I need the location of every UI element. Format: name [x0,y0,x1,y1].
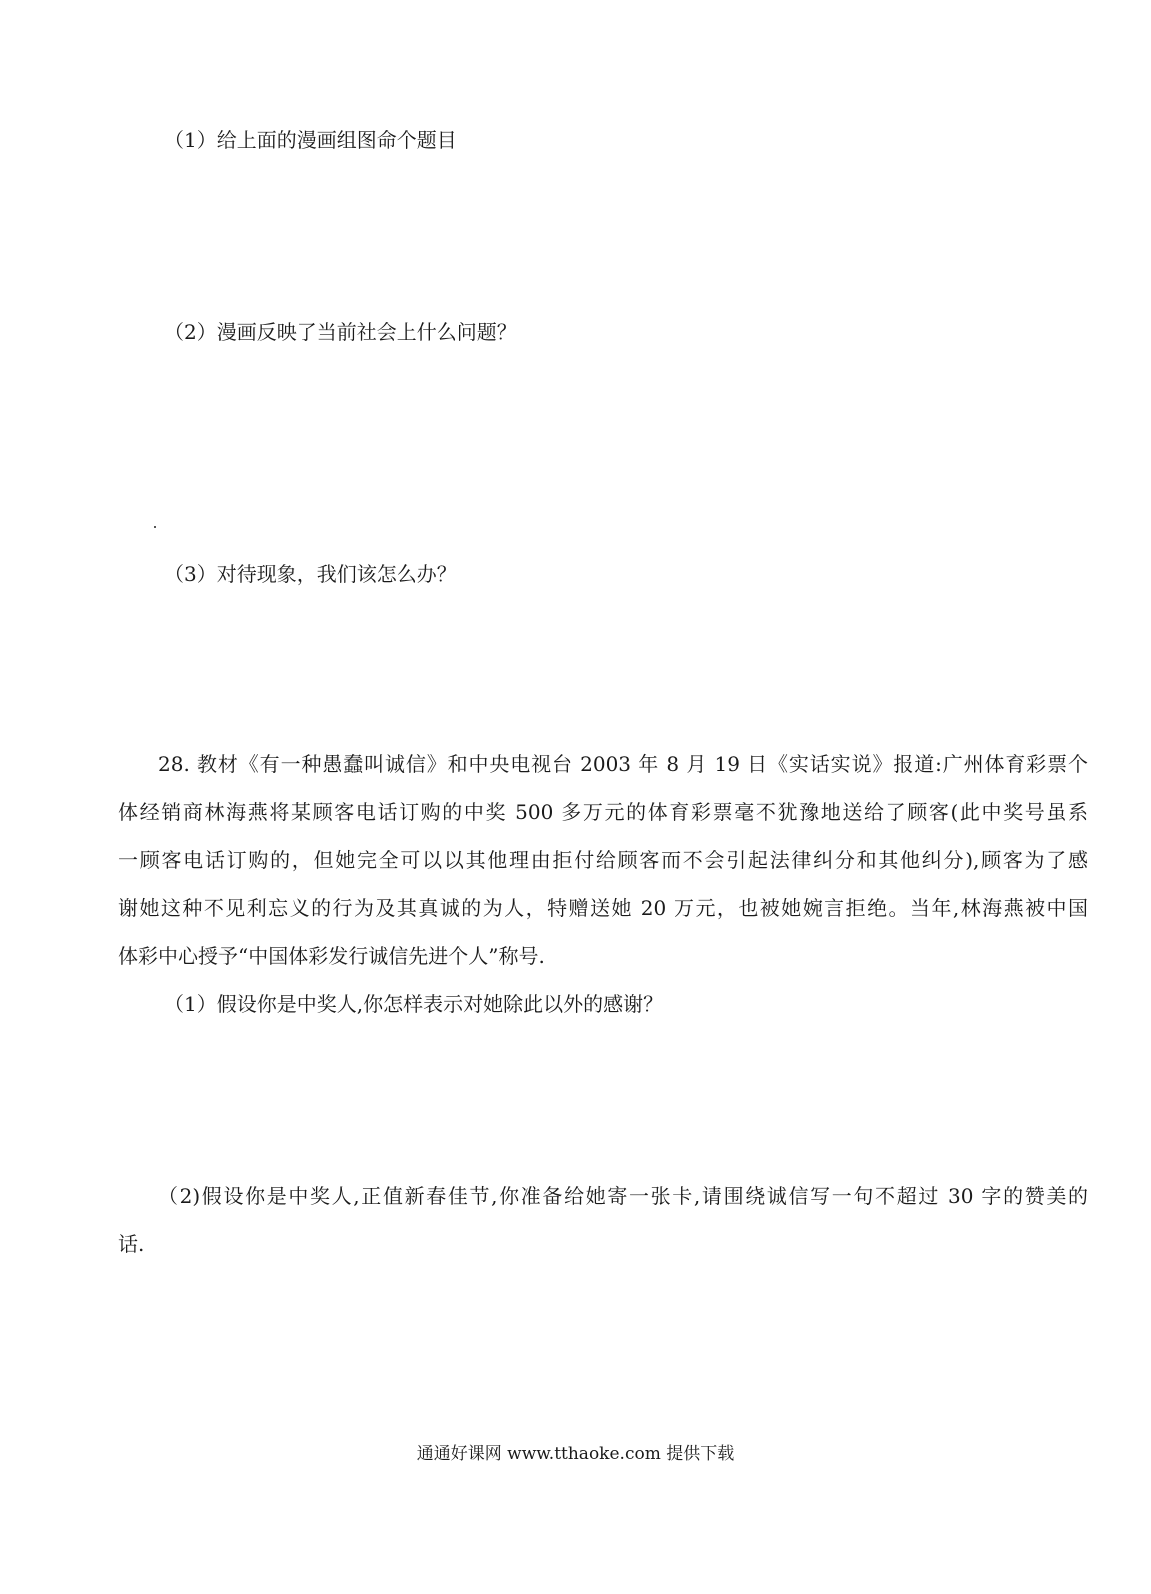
question-28-sub-2-cont: 话. [118,1232,145,1256]
question-1-2: （2）漫画反映了当前社会上什么问题？ [164,320,517,344]
scan-speck [154,526,156,528]
question-1-1: （1）给上面的漫画组图命个题目 [164,128,457,152]
question-28-sub-1: （1）假设你是中奖人,你怎样表示对她除此以外的感谢？ [164,992,664,1016]
question-1-3: （3）对待现象，我们该怎么办？ [164,562,457,586]
footer-source: 通通好课网 www.tthaoke.com 提供下载 [416,1444,735,1464]
question-28-line-1: 28. 教材《有一种愚蠢叫诚信》和中央电视台 2003 年 8 月 19 日《实话实说》报道:广州体育彩票个 [158,752,1088,776]
question-28-line-5: 体彩中心授予“中国体彩发行诚信先进个人”称号. [118,944,545,968]
question-28-line-4: 谢她这种不见利忘义的行为及其真诚的为人，特赠送她 20 万元，也被她婉言拒绝。当年,林海燕被中国 [118,896,1088,920]
question-28-sub-2: （2)假设你是中奖人,正值新春佳节,你准备给她寄一张卡,请围绕诚信写一句不超过 30 字的赞美的 [158,1184,1088,1208]
question-28-line-2: 体经销商林海燕将某顾客电话订购的中奖 500 多万元的体育彩票毫不犹豫地送给了顾客(此中奖号虽系 [118,800,1088,824]
question-28-line-3: 一顾客电话订购的，但她完全可以以其他理由拒付给顾客而不会引起法律纠分和其他纠分),顾客为了感 [118,848,1088,872]
